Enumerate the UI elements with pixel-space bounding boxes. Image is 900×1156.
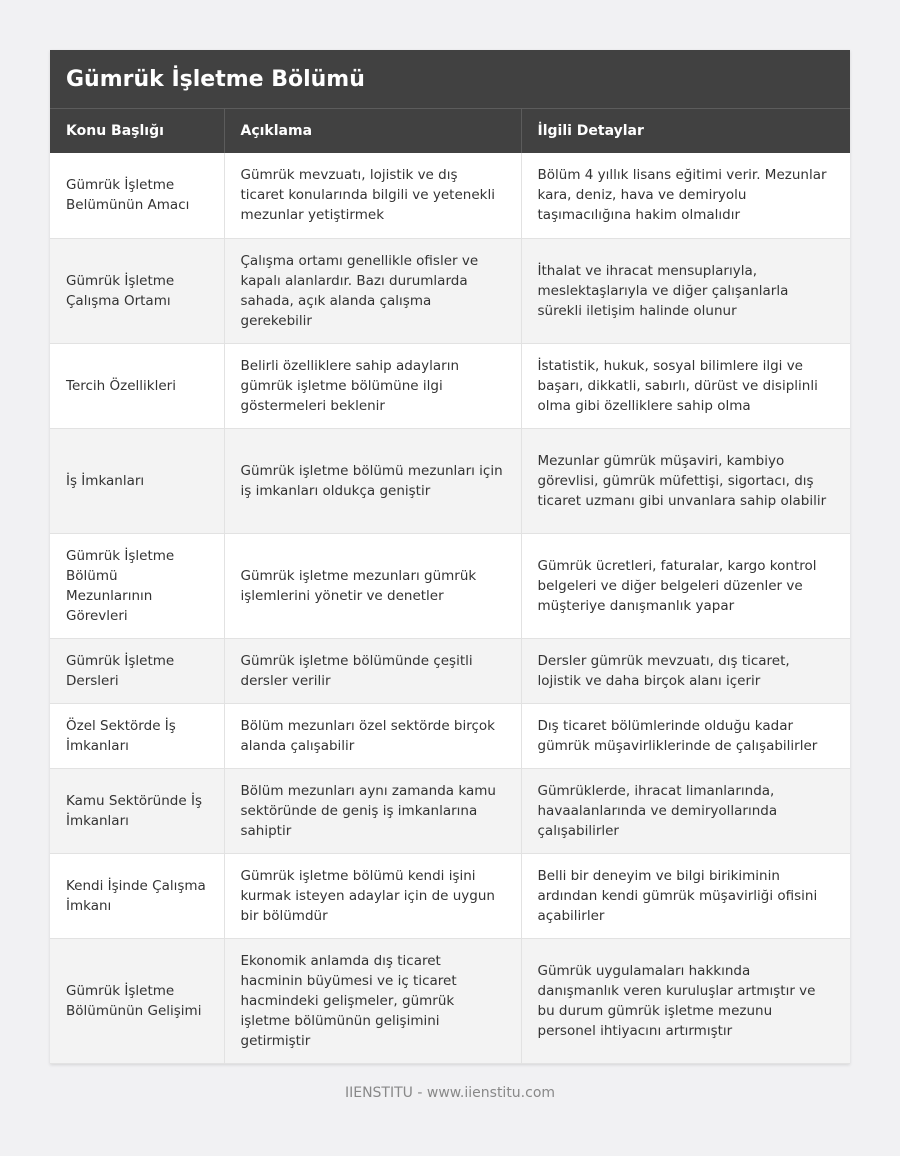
cell-description: Bölüm mezunları özel sektörde birçok alanda çalışabilir (224, 703, 521, 768)
footer-credit: IIENSTITU - www.iienstitu.com (344, 1085, 556, 1101)
header-row (50, 109, 850, 154)
table-row (50, 428, 850, 533)
cell-topic: Özel Sektörde İş İmkanları (50, 703, 224, 768)
cell-details: Gümrük ücretleri, faturalar, kargo kontrol belgeleri ve diğer belgeleri düzenler ve müşteriye danışmanlık yapar (521, 533, 850, 638)
cell-topic: Tercih Özellikleri (50, 343, 224, 428)
table-row (50, 853, 850, 938)
cell-details: Dersler gümrük mevzuatı, dış ticaret, lojistik ve daha birçok alanı içerir (521, 638, 850, 703)
cell-description: Belirli özelliklere sahip adayların gümrük işletme bölümüne ilgi göstermeleri beklenir (224, 343, 521, 428)
cell-details: Mezunlar gümrük müşaviri, kambiyo görevlisi, gümrük müfettişi, sigortacı, dış ticaret uzmanı gibi unvanlara sahip olabilir (521, 428, 850, 533)
table-row (50, 533, 850, 638)
info-table (50, 108, 850, 1064)
cell-topic: Gümrük İşletme Bölümünün Gelişimi (50, 938, 224, 1063)
cell-description: Çalışma ortamı genellikle ofisler ve kapalı alanlardır. Bazı durumlarda sahada, açık alanda çalışma gerekebilir (224, 238, 521, 343)
cell-details: Gümrüklerde, ihracat limanlarında, havaalanlarında ve demiryollarında çalışabilirler (521, 768, 850, 853)
info-table-card (50, 50, 850, 1064)
cell-details: İthalat ve ihracat mensuplarıyla, meslektaşlarıyla ve diğer çalışanlarla sürekli iletişim halinde olunur (521, 238, 850, 343)
table-row (50, 343, 850, 428)
cell-details: Belli bir deneyim ve bilgi birikiminin ardından kendi gümrük müşavirliği ofisini açabilirler (521, 853, 850, 938)
cell-topic: Gümrük İşletme Belümünün Amacı (50, 153, 224, 238)
cell-topic: Kamu Sektöründe İş İmkanları (50, 768, 224, 853)
cell-description: Gümrük işletme bölümünde çeşitli dersler verilir (224, 638, 521, 703)
header-topic: Konu Başlığı (50, 109, 224, 154)
header-details: İlgili Detaylar (521, 109, 850, 154)
cell-description: Gümrük mevzuatı, lojistik ve dış ticaret konularında bilgili ve yetenekli mezunlar yetiştirmek (224, 153, 521, 238)
cell-details: Dış ticaret bölümlerinde olduğu kadar gümrük müşavirliklerinde de çalışabilirler (521, 703, 850, 768)
cell-topic: Gümrük İşletme Çalışma Ortamı (50, 238, 224, 343)
cell-topic: Kendi İşinde Çalışma İmkanı (50, 853, 224, 938)
table-row (50, 638, 850, 703)
table-row (50, 703, 850, 768)
cell-description: Bölüm mezunları aynı zamanda kamu sektöründe de geniş iş imkanlarına sahiptir (224, 768, 521, 853)
header-description: Açıklama (224, 109, 521, 154)
cell-description: Gümrük işletme bölümü kendi işini kurmak isteyen adaylar için de uygun bir bölümdür (224, 853, 521, 938)
table-row (50, 938, 850, 1063)
cell-details: Bölüm 4 yıllık lisans eğitimi verir. Mezunlar kara, deniz, hava ve demiryolu taşımacılığına hakim olmalıdır (521, 153, 850, 238)
table-title: Gümrük İşletme Bölümü (50, 50, 850, 108)
cell-description: Gümrük işletme bölümü mezunları için iş imkanları oldukça geniştir (224, 428, 521, 533)
cell-topic: Gümrük İşletme Dersleri (50, 638, 224, 703)
table-row (50, 768, 850, 853)
cell-topic: İş İmkanları (50, 428, 224, 533)
table-row (50, 238, 850, 343)
table-row (50, 153, 850, 238)
cell-description: Gümrük işletme mezunları gümrük işlemlerini yönetir ve denetler (224, 533, 521, 638)
cell-description: Ekonomik anlamda dış ticaret hacminin büyümesi ve iç ticaret hacmindeki gelişmeler, gümrük işletme bölümünün gelişimini getirmiştir (224, 938, 521, 1063)
cell-details: İstatistik, hukuk, sosyal bilimlere ilgi ve başarı, dikkatli, sabırlı, dürüst ve disiplinli olma gibi özelliklere sahip olma (521, 343, 850, 428)
cell-details: Gümrük uygulamaları hakkında danışmanlık veren kuruluşlar artmıştır ve bu durum gümrük işletme mezunu personel ihtiyacını artırmıştır (521, 938, 850, 1063)
cell-topic: Gümrük İşletme Bölümü Mezunlarının Görevleri (50, 533, 224, 638)
